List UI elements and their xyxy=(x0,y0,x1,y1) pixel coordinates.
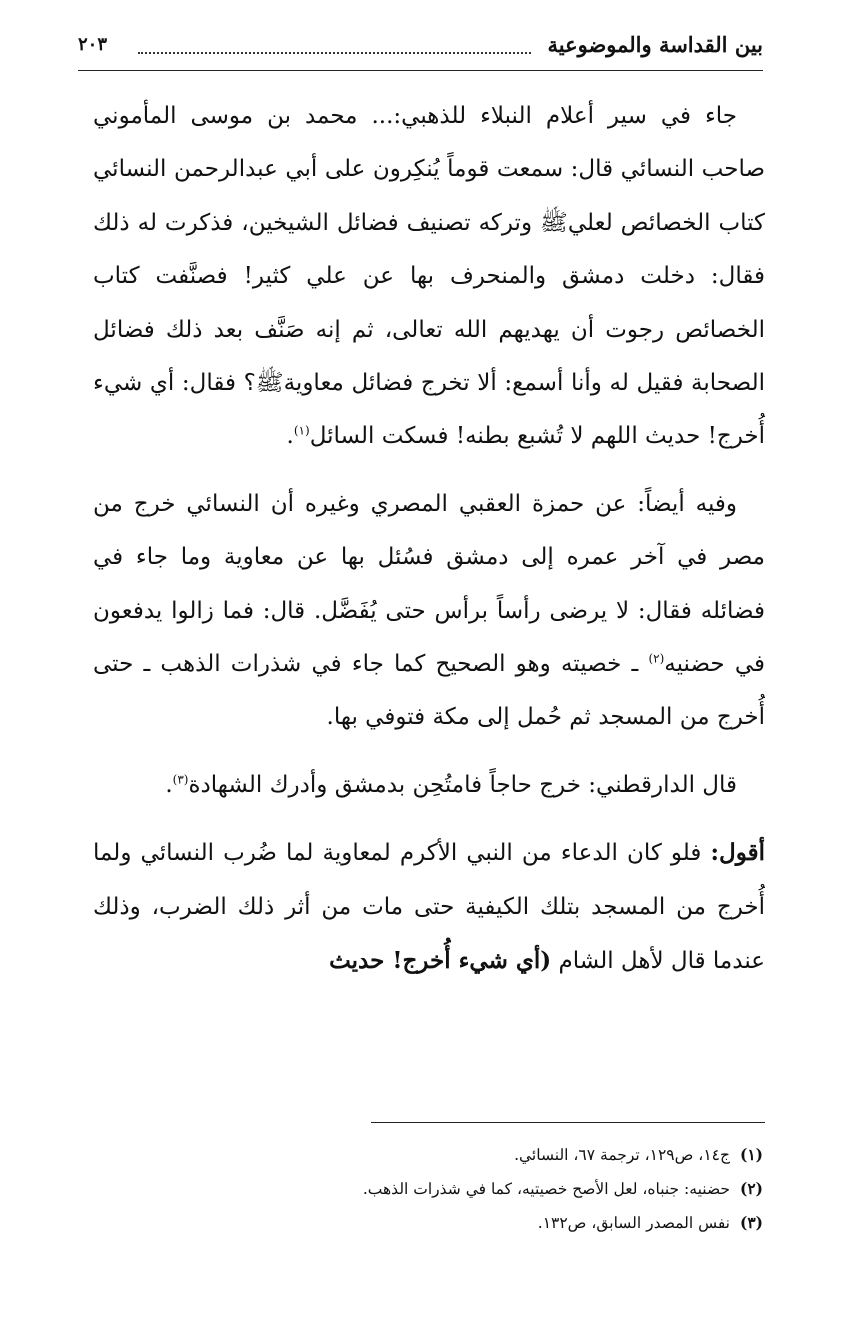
footnote-ref-2[interactable]: (٢) xyxy=(648,651,665,666)
dot-leader xyxy=(138,52,531,54)
footnote-ref-1[interactable]: (١) xyxy=(293,423,310,438)
paragraph-end: . xyxy=(165,771,173,798)
paragraph-text: فلو كان الدعاء من النبي الأكرم لمعاوية لما ضُرب النسائي ولما أُخرج من المسجد بتلك الكيفية حتى مات من أثر ذلك الضرب، وذلك عندما قال لأهل الشام xyxy=(93,840,765,975)
footnote-text: ج١٤، ص١٢٩، ترجمة ٦٧، النسائي. xyxy=(514,1146,730,1164)
page-number: ٢٠٣ xyxy=(78,34,108,55)
footnote-ref-3[interactable]: (٣) xyxy=(172,772,189,787)
footnote-divider xyxy=(371,1122,765,1123)
footnote-number: (٣) xyxy=(739,1213,763,1232)
comment-lead: أقول: xyxy=(710,839,765,867)
paragraph-dhahabi-quote xyxy=(93,90,765,464)
footnote-number: (٢) xyxy=(739,1179,763,1198)
running-header xyxy=(78,30,763,71)
quoted-phrase: (أي شيء أُخرج! حديث xyxy=(329,947,552,975)
paragraph-uqbi-report xyxy=(93,478,765,745)
running-title: بين القداسة والموضوعية xyxy=(547,32,763,57)
footnote-2 xyxy=(91,1172,763,1206)
paragraph-text: جاء في سير أعلام النبلاء للذهبي:... محمد بن موسى المأموني صاحب النسائي قال: سمعت قوماً يُنكِرون على أبي عبدالرحمن النسائي كتاب الخصائص لعليﷺ وتركه تصنيف فضائل الشيخين، فذكرت له ذلك فقال: دخلت دمشق والمنحرف بها عن علي كثير! فصنَّفت كتاب الخصائص رجوت أن يهديهم الله تعالى، ثم إنه صَنَّف بعد ذلك فضائل الصحابة فقيل له وأنا أسمع: ألا تخرج فضائل معاويةﷺ؟ فقال: أي شيء أُخرج! حديث اللهم لا تُشبع بطنه! فسكت السائل xyxy=(93,103,765,450)
main-text xyxy=(93,90,765,989)
paragraph-daraqutni xyxy=(93,759,765,812)
footnotes xyxy=(91,1138,763,1240)
footnote-1 xyxy=(91,1138,763,1172)
footnote-text: حضنيه: جنباه، لعل الأصح خصيتيه، كما في شذرات الذهب. xyxy=(362,1180,730,1198)
paragraph-text: وفيه أيضاً: عن حمزة العقبي المصري وغيره أن النسائي خرج من مصر في آخر عمره إلى دمشق فسُئل بها عن معاوية وما جاء في فضائله فقال: لا يرضى رأساً برأس حتى يُفَضَّل. قال: فما زالوا يدفعون في حضنيه xyxy=(93,490,765,678)
paragraph-text-cont: ـ خصيته وهو الصحيح كما جاء في شذرات الذهب ـ حتى أُخرج من المسجد ثم حُمل إلى مكة فتوفي بها. xyxy=(93,651,765,731)
paragraph-end: . xyxy=(286,423,294,450)
footnote-number: (١) xyxy=(739,1145,763,1164)
footnote-3 xyxy=(91,1206,763,1240)
paragraph-text: قال الدارقطني: خرج حاجاً فامتُحِن بدمشق وأدرك الشهادة xyxy=(188,771,737,798)
paragraph-author-comment xyxy=(93,826,765,988)
footnote-text: نفس المصدر السابق، ص١٣٢. xyxy=(537,1214,730,1232)
